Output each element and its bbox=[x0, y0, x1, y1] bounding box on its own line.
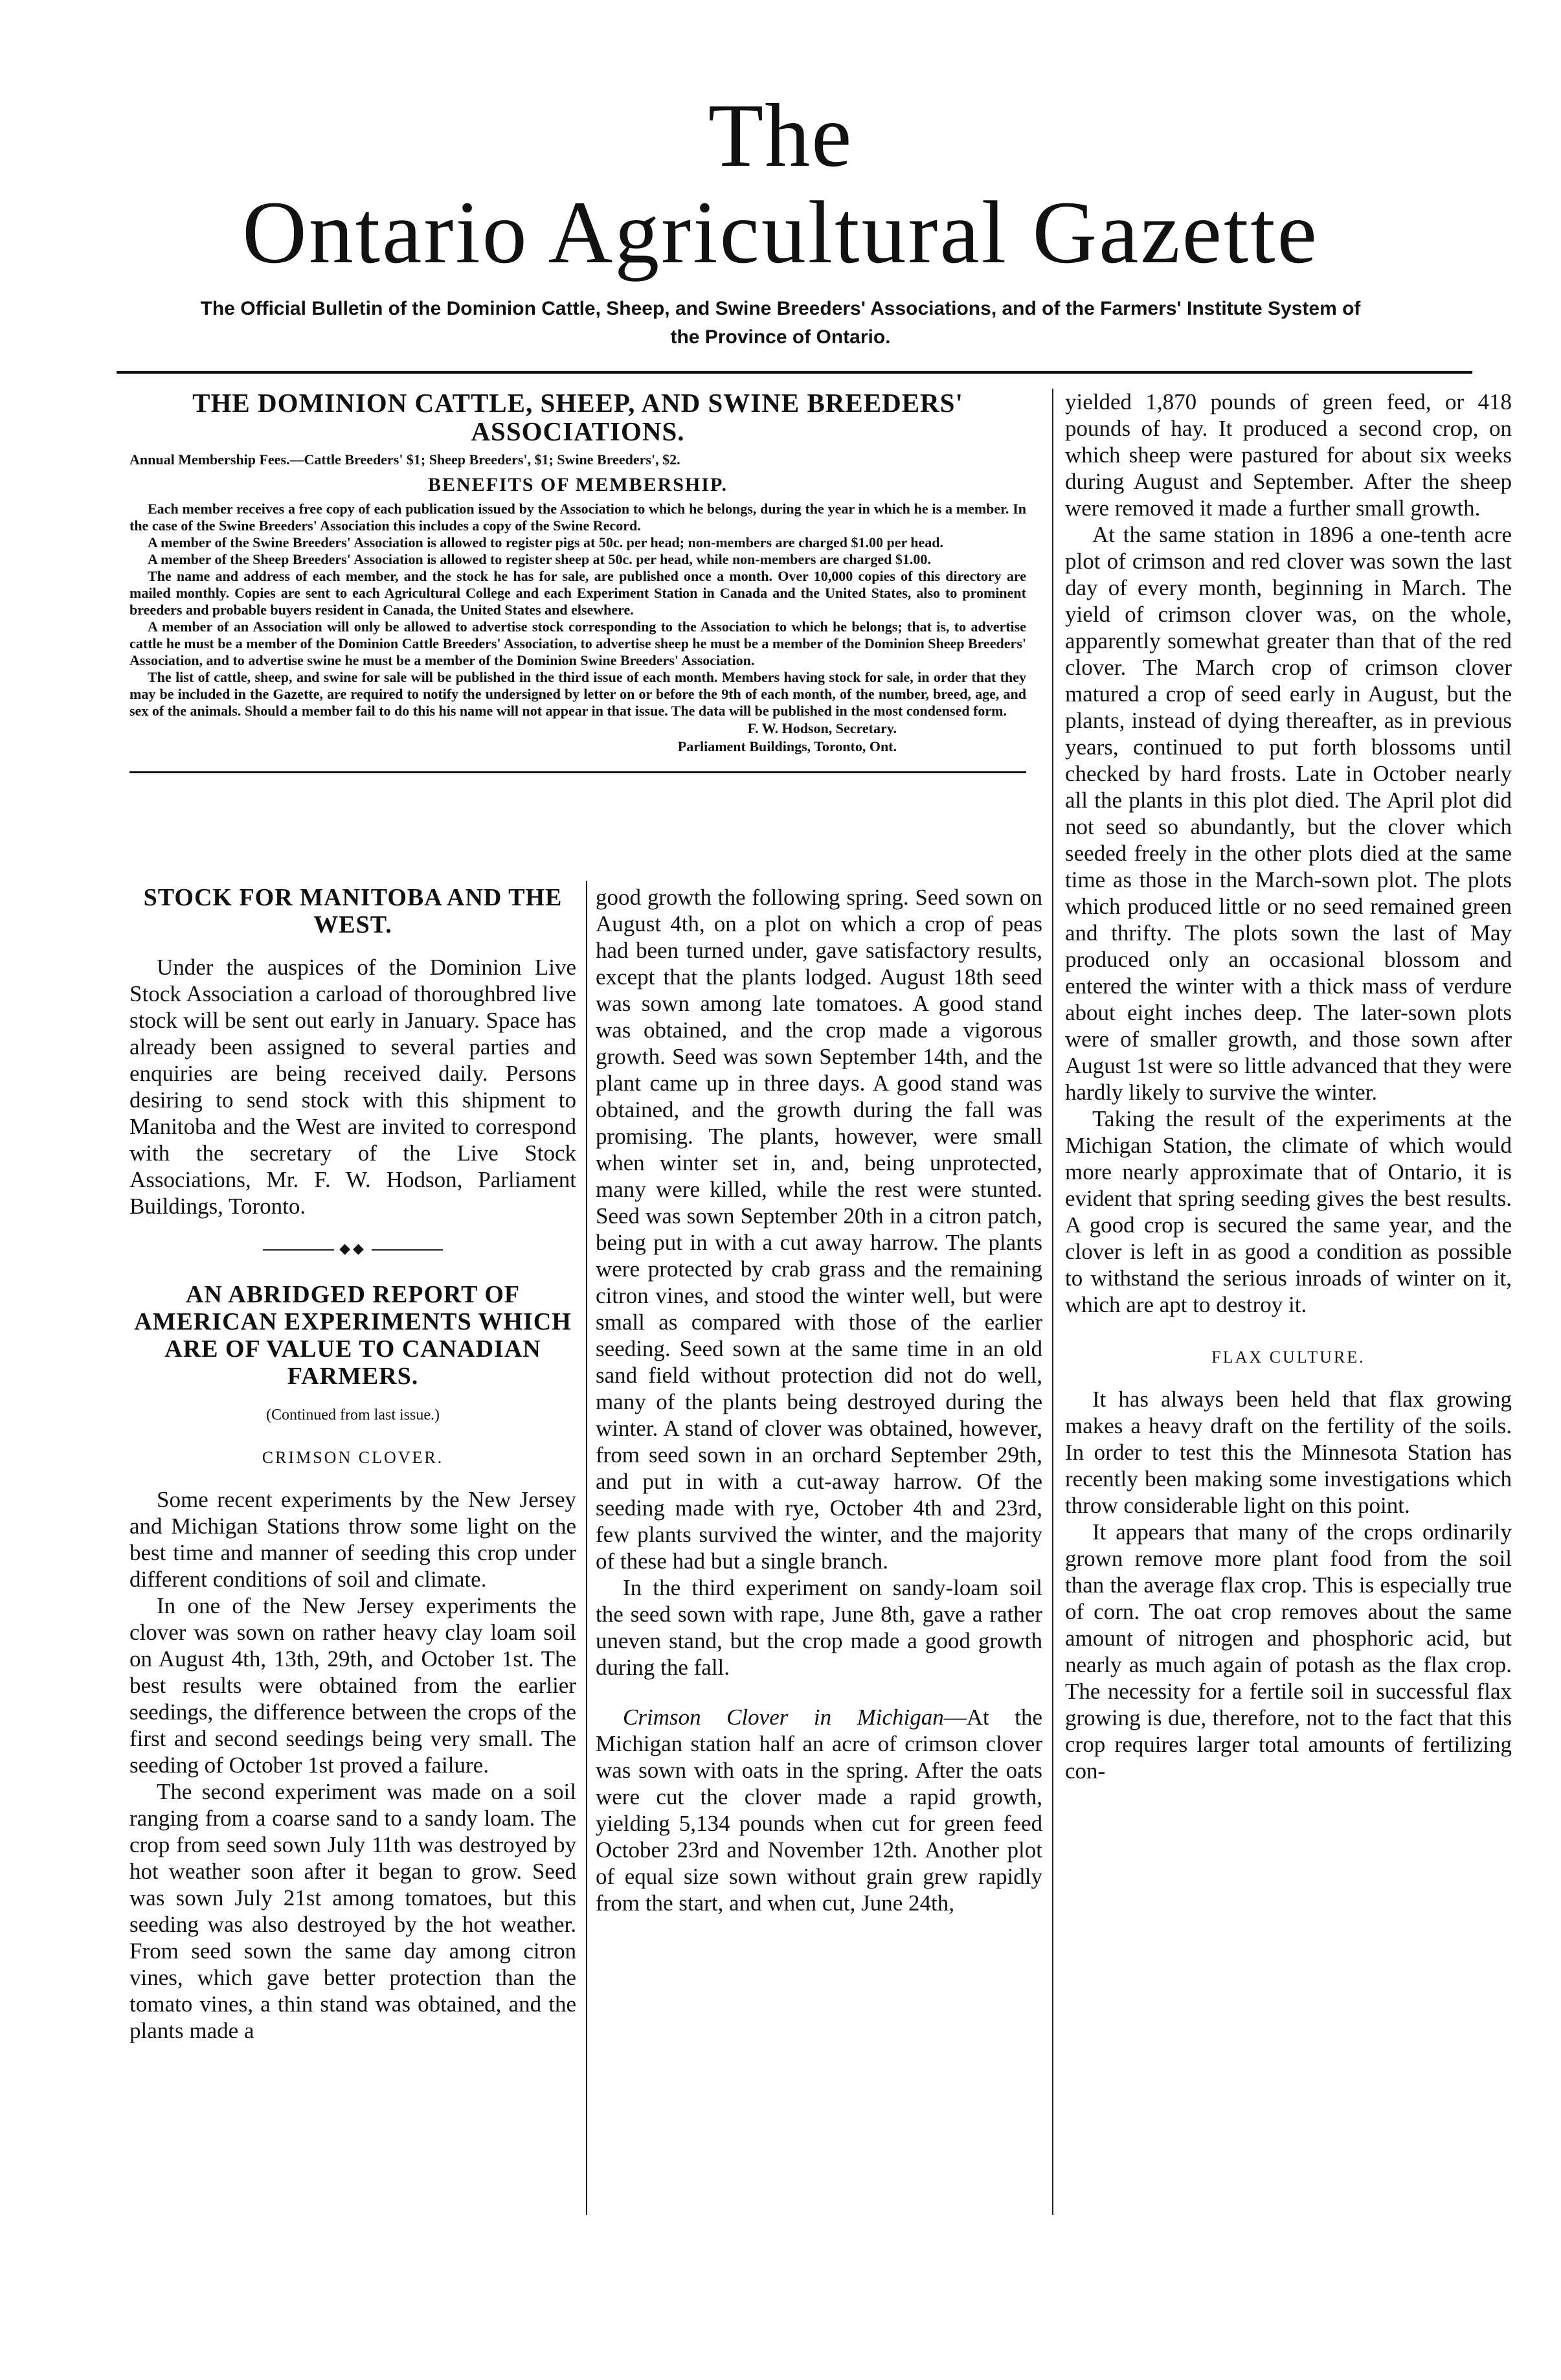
report-subheading: CRIMSON CLOVER. bbox=[262, 1448, 444, 1467]
middle-column bbox=[596, 884, 1042, 1916]
stock-text: Under the auspices of the Dominion Live Stock Association a carload of thoroughbred live stock will be sent out early in January. Space has already been assigned to several parties and enquiries are being received daily. Persons desiring to send stock with this shipment to Manitoba and the West are invited to correspond with the secretary of the Live Stock Associations, Mr. F. W. Hodson, Parliament Buildings, Toronto. bbox=[129, 955, 576, 1219]
separator: ◆◆ bbox=[129, 1235, 576, 1262]
notice-paragraph: The list of cattle, sheep, and swine for sale will be published in the third issue of each month. Members having stock for sale, in order that they may be included in the Gazette, are required to notify the undersigned by letter on or before the 9th of each month, of the number, breed, age, and sex of the animals. Should a member fail to do this his name will not appear in that issue. The data will be published in the most condensed form. bbox=[129, 669, 1026, 719]
right-paragraph: At the same station in 1896 a one-tenth acre plot of crimson and red clover was sown the last day of every month, beginning in March. The yield of crimson clover was, on the whole, apparently somewhat greater than that of the red clover. The March crop of crimson clover matured a crop of seed early in August, but the plants, instead of dying thereafter, as in previous years, continued to put forth blossoms until checked by hard frosts. Late in October nearly all the plants in this plot died. The April plot did not seed so abundantly, but the clover which seeded freely in the other plots died at the same time as those in the March-sown plot. The plots which produced little or no seed remained green and thrifty. The plots sown the last of May produced only an occasional blossom and entered the winter with a thick mass of verdure about eight inches deep. The later-sown plots were of smaller growth, and those sown after August 1st were so little advanced that they were hardly likely to survive the winter. bbox=[1065, 522, 1512, 1105]
notice-title: THE DOMINION CATTLE, SHEEP, AND SWINE BREEDERS' ASSOCIATIONS. bbox=[192, 388, 963, 446]
right-column bbox=[1065, 389, 1512, 1784]
middle-paragraph: good growth the following spring. Seed sown on August 4th, on a plot on which a crop of peas had been turned under, gave satisfactory results, except that the plants lodged. August 18th seed was sown among late tomatoes. A good stand was obtained, and the crop made a vigorous growth. Seed was sown September 14th, and the plant came up in three days. A good stand was obtained, and the growth during the fall was promising. The plants, however, were small when winter set in, and, being unprotected, many were killed, while the rest were stunted. Seed was sown September 20th in a citron patch, being put in with a cut away harrow. The plants were protected by crab grass and the remaining citron vines, and stood the winter well, but were small as compared with those of the earlier seeding. Seed sown at the same time in an old sand field without protection did not do well, many of the plants being destroyed during the winter. A stand of clover was obtained, however, from seed sown in an orchard September 29th, and put in with a cut-away harrow. Of the seeding made with rye, October 4th and 23rd, few plants survived the winter, and the majority of these had but a single branch. bbox=[596, 885, 1042, 1574]
masthead-the: The bbox=[708, 85, 853, 186]
notice-paragraph: A member of an Association will only be allowed to advertise stock corresponding to the Association to which he belongs; that is, to advertise cattle he must be a member of the Dominion Cattle Breeders' Association, to advertise sheep he must be a member of the Dominion Sheep Breeders' Association, and to advertise swine he must be a member of the Dominion Swine Breeders' Association. bbox=[129, 618, 1026, 668]
notice-paragraph: The name and address of each member, and the stock he has for sale, are published once a month. Over 10,000 copies of this directory are mailed monthly. Copies are sent to each Agricultural College and each Experiment Station in Canada and the United States, also to prominent breeders and probable buyers resident in Canada, the United States and elsewhere. bbox=[129, 568, 1026, 618]
right-paragraph: Taking the result of the experiments at the Michigan Station, the climate of which would more nearly approximate that of Ontario, it is evident that spring seeding gives the best results. A good crop is secured the same year, and the clover is left in as good a condition as possible to withstand the serious inroads of winter on it, which are apt to destroy it. bbox=[1065, 1106, 1512, 1317]
column-rule bbox=[586, 881, 587, 2215]
michigan-text: —At the Michigan station half an acre of crimson clover was sown with oats in the spring. After the oats were cut the clover made a rapid growth, yielding 5,134 pounds when cut for green feed October 23rd and November 12th. Another plot of equal size sown without grain grew rapidly from the start, and when cut, June 24th, bbox=[596, 1705, 1042, 1916]
notice-address: Parliament Buildings, Toronto, Ont. bbox=[677, 738, 897, 754]
right-paragraph: yielded 1,870 pounds of green feed, or 418 pounds of hay. It produced a second crop, on which sheep were pastured for about six weeks during August and September. After the sheep were removed it made a further small growth. bbox=[1065, 389, 1512, 521]
notice-rule bbox=[129, 771, 1026, 773]
stock-heading: STOCK FOR MANITOBA AND THE WEST. bbox=[143, 884, 563, 938]
report-paragraph: In one of the New Jersey experiments the clover was sown on rather heavy clay loam soil on August 4th, 13th, 29th, and October 1st. The best results were obtained from the earlier seedings, the difference between the crops of the first and second seedings being very small. The seeding of October 1st proved a failure. bbox=[129, 1593, 576, 1778]
flax-heading: FLAX CULTURE. bbox=[1211, 1348, 1365, 1366]
right-paragraph: It has always been held that flax growing makes a heavy draft on the fertility of the soils. In order to test this the Minnesota Station has recently been making some investigations which throw considerable light on this point. bbox=[1065, 1387, 1512, 1518]
report-paragraph: The second experiment was made on a soil ranging from a coarse sand to a sandy loam. The crop from seed sown July 11th was destroyed by hot weather soon after it began to grow. Seed was sown July 21st among tomatoes, but this seeding was also destroyed by the hot weather. From seed sown the same day among citron vines, which gave better protection than the tomato vines, a thin stand was obtained, and the plants made a bbox=[129, 1779, 576, 2043]
masthead-title: Ontario Agricultural Gazette bbox=[242, 183, 1319, 282]
right-paragraph: It appears that many of the crops ordinarily grown remove more plant food from the soil than the average flax crop. This is especially true of corn. The oat crop removes about the same amount of nitrogen and phosphoric acid, but nearly as much again of potash as the flax crop. The necessity for a fertile soil in successful flax growing is due, therefore, not to the fact that this crop requires larger total amounts of fertilizing con- bbox=[1065, 1519, 1512, 1784]
middle-paragraph: In the third experiment on sandy-loam soil the seed sown with rape, June 8th, gave a rather uneven stand, but the crop made a good growth during the fall. bbox=[596, 1575, 1042, 1680]
report-continued: (Continued from last issue.) bbox=[266, 1407, 440, 1423]
report-paragraph: Some recent experiments by the New Jersey and Michigan Stations throw some light on the best time and manner of seeding this crop under different conditions of soil and climate. bbox=[129, 1487, 576, 1592]
michigan-subhead: Crimson Clover in Michigan bbox=[623, 1705, 944, 1730]
middle-paragraph-michigan bbox=[596, 1704, 1042, 1916]
column-rule bbox=[1052, 389, 1053, 2215]
notice-box bbox=[129, 389, 1026, 790]
notice-paragraph: A member of the Sheep Breeders' Association is allowed to register sheep at 50c. per head, while non-members are charged $1.00. bbox=[148, 551, 931, 567]
notice-signature: F. W. Hodson, Secretary. bbox=[747, 720, 897, 736]
notice-fees: Annual Membership Fees.—Cattle Breeders' $1; Sheep Breeders', $1; Swine Breeders', $2. bbox=[129, 451, 680, 468]
notice-body bbox=[129, 501, 1026, 720]
notice-paragraph: A member of the Swine Breeders' Association is allowed to register pigs at 50c. per head; non-members are charged $1.00 per head. bbox=[148, 534, 944, 550]
report-heading: AN ABRIDGED REPORT OF AMERICAN EXPERIMENTS WHICH ARE OF VALUE TO CANADIAN FARMERS. bbox=[134, 1281, 572, 1390]
masthead-rule bbox=[117, 371, 1472, 374]
masthead-subtitle: The Official Bulletin of the Dominion Cattle, Sheep, and Swine Breeders' Associations, and of the Farmers' Institute System of the Province of Ontario. bbox=[200, 298, 1361, 348]
left-column bbox=[129, 884, 576, 2044]
notice-benefits-title: BENEFITS OF MEMBERSHIP. bbox=[427, 474, 728, 495]
notice-paragraph: Each member receives a free copy of each publication issued by the Association to which he belongs, during the year in which he is a member. In the case of the Swine Breeders' Association this includes a copy of the Swine Record. bbox=[129, 501, 1026, 534]
